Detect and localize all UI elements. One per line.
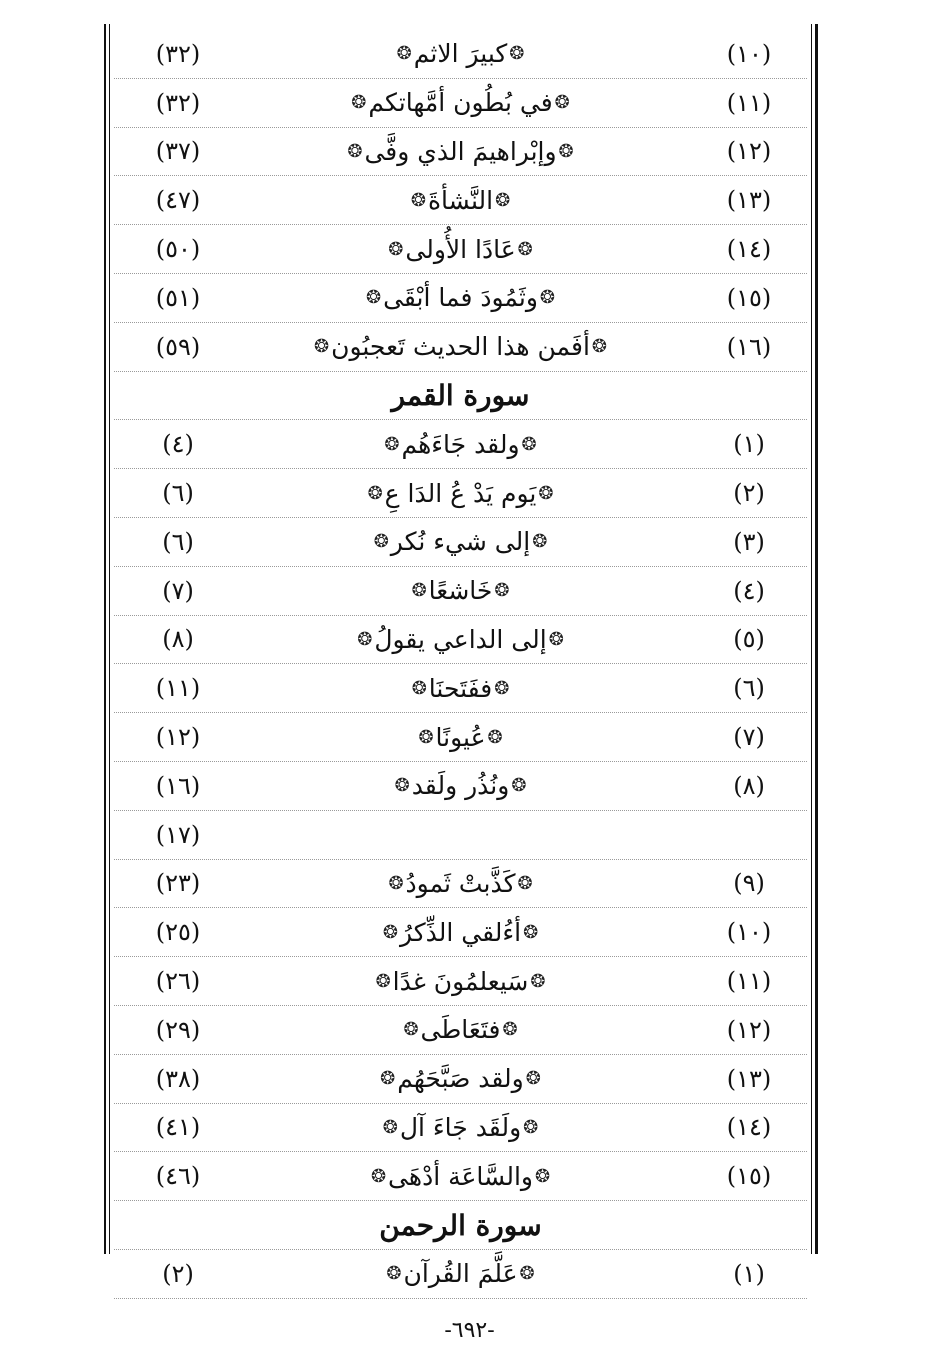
ornament-bracket-icon: ❂ (521, 433, 537, 455)
ornament-bracket-icon: ❂ (591, 336, 607, 358)
index-row (114, 713, 807, 762)
phrase-text: إلى الداعي يقولُ (374, 624, 547, 654)
ornament-bracket-icon: ❂ (370, 1165, 387, 1187)
surah-heading-row (114, 372, 807, 421)
index-row (114, 811, 807, 860)
phrase-text: ونُذُر ولَقد (411, 771, 510, 801)
ornament-bracket-icon: ❂ (523, 921, 539, 943)
ornament-bracket-icon: ❂ (517, 872, 533, 894)
ornament-bracket-icon: ❂ (517, 238, 533, 260)
index-row (114, 323, 807, 372)
phrase-text: أفَمن هذا الحديث تَعجبُون (331, 332, 590, 362)
index-row (114, 1104, 807, 1153)
ornament-bracket-icon: ❂ (511, 775, 527, 797)
ayah-number: (٤٦) (155, 1162, 201, 1191)
entry-number: (٤) (733, 576, 765, 605)
ornament-bracket-icon: ❂ (375, 970, 391, 992)
ornament-bracket-icon: ❂ (523, 1116, 539, 1138)
surah-heading-row (114, 1201, 807, 1250)
index-row (114, 518, 807, 567)
entry-number: (١) (733, 1259, 765, 1288)
ayah-number: (٦) (162, 479, 194, 508)
ornament-bracket-icon: ❂ (495, 189, 511, 211)
ornament-bracket-icon: ❂ (382, 921, 398, 943)
ayah-number: (٤٧) (155, 186, 201, 215)
index-row (114, 1006, 807, 1055)
index-row (114, 30, 807, 79)
ayah-number: (٧) (162, 576, 194, 605)
ayah-number: (٨) (162, 625, 194, 654)
index-row (114, 664, 807, 713)
index-row (114, 616, 807, 665)
ornament-bracket-icon: ❂ (411, 580, 427, 602)
entry-number: (١٥) (726, 283, 772, 312)
phrase-text: سَيعلمُونَ غدًا (392, 966, 529, 996)
ornament-bracket-icon: ❂ (380, 1068, 396, 1090)
ornament-bracket-icon: ❂ (548, 628, 564, 650)
ornament-bracket-icon: ❂ (534, 1165, 551, 1187)
ayah-number: (٢٦) (155, 967, 201, 996)
ornament-bracket-icon: ❂ (367, 482, 383, 504)
entry-number: (١) (733, 430, 765, 459)
ornament-bracket-icon: ❂ (487, 726, 503, 748)
ornament-bracket-icon: ❂ (530, 970, 546, 992)
ornament-bracket-icon: ❂ (554, 92, 570, 114)
ornament-bracket-icon: ❂ (538, 482, 554, 504)
phrase-text: النَّشأةَ (427, 185, 494, 215)
phrase-text: ولقد جَاءَهُم (401, 429, 520, 459)
ayah-number: (٤١) (155, 1113, 201, 1142)
phrase-text: كَذَّبتْ ثَمودُ (405, 868, 516, 898)
ornament-bracket-icon: ❂ (382, 1116, 398, 1138)
entry-number: (٧) (733, 723, 765, 752)
entry-number: (٥) (733, 625, 765, 654)
entry-number: (١٦) (726, 332, 772, 361)
ayah-number: (١٢) (155, 723, 201, 752)
ornament-bracket-icon: ❂ (351, 92, 367, 114)
page-number: -٦٩٢- (444, 1318, 495, 1343)
ayah-number: (٢٣) (155, 869, 201, 898)
entry-number: (١٠) (726, 39, 772, 68)
ornament-bracket-icon: ❂ (532, 531, 548, 553)
ayah-number: (٣٧) (155, 137, 201, 166)
ornament-bracket-icon: ❂ (411, 677, 427, 699)
ayah-number: (٢٥) (155, 918, 201, 947)
index-row (114, 860, 807, 909)
entry-number: (٩) (733, 869, 765, 898)
ayah-number: (٣٢) (155, 88, 201, 117)
phrase-text: عَادًا الأُولى (405, 234, 516, 264)
phrase-text: ففَتَحنَا (428, 673, 493, 703)
surah-title: سورة الرحمن (379, 1208, 542, 1242)
ayah-number: (٣٨) (155, 1064, 201, 1093)
entry-number: (١٤) (726, 235, 772, 264)
ornament-bracket-icon: ❂ (384, 433, 400, 455)
entry-number: (١٠) (726, 918, 772, 947)
phrase-text: ولقد صَبَّحَهُم (397, 1064, 524, 1094)
ayah-number: (٤) (162, 430, 194, 459)
ornament-bracket-icon: ❂ (494, 677, 510, 699)
ornament-bracket-icon: ❂ (509, 43, 525, 65)
entry-number: (١٣) (726, 186, 772, 215)
ornament-bracket-icon: ❂ (502, 1019, 518, 1041)
phrase-text: خَاشعًا (428, 576, 493, 606)
ayah-number: (٢٩) (155, 1015, 201, 1044)
phrase-text: ولَقَد جَاءَ آل (399, 1112, 522, 1142)
index-row (114, 957, 807, 1006)
ayah-number: (٣٢) (155, 39, 201, 68)
index-row (114, 128, 807, 177)
entry-number: (٣) (733, 527, 765, 556)
index-row (114, 1250, 807, 1299)
ornament-bracket-icon: ❂ (388, 872, 404, 894)
ornament-bracket-icon: ❂ (418, 726, 434, 748)
phrase-text: عُيونًا (435, 722, 486, 752)
index-row (114, 176, 807, 225)
phrase-text: عَلَّمَ القُرآن (403, 1259, 518, 1289)
ayah-number: (١١) (155, 674, 201, 703)
ornament-bracket-icon: ❂ (347, 140, 363, 162)
ornament-bracket-icon: ❂ (394, 775, 410, 797)
ornament-bracket-icon: ❂ (396, 43, 412, 65)
index-row (114, 1055, 807, 1104)
phrase-text: فتَعَاطَى (420, 1015, 501, 1045)
entry-number: (١٥) (726, 1162, 772, 1191)
phrase-text: إلى شيء نُكر (390, 527, 531, 557)
ayah-number: (٥١) (155, 283, 201, 312)
ayah-number: (٢) (162, 1259, 194, 1288)
ayah-number: (٥٠) (155, 235, 201, 264)
phrase-text: والسَّاعَة أدْهَى (388, 1161, 533, 1191)
ornament-bracket-icon: ❂ (403, 1019, 419, 1041)
entry-number: (٦) (733, 674, 765, 703)
phrase-text: وثَمُودَ فما أبْقَى (383, 283, 538, 313)
phrase-text: أءُلقي الذِّكرُ (399, 917, 522, 947)
index-row (114, 420, 807, 469)
entry-number: (٢) (733, 479, 765, 508)
entry-number: (١٢) (726, 1015, 772, 1044)
ayah-number: (١٧) (155, 820, 201, 849)
ornament-bracket-icon: ❂ (314, 336, 330, 358)
ornament-bracket-icon: ❂ (386, 1263, 402, 1285)
ayah-number: (١٦) (155, 771, 201, 800)
entry-number: (٨) (733, 771, 765, 800)
entry-number: (١٤) (726, 1113, 772, 1142)
ornament-bracket-icon: ❂ (519, 1263, 535, 1285)
surah-title: سورة القمر (391, 378, 530, 412)
page-frame (104, 24, 818, 1289)
ornament-bracket-icon: ❂ (410, 189, 426, 211)
ornament-bracket-icon: ❂ (494, 580, 510, 602)
index-row (114, 225, 807, 274)
index-row (114, 469, 807, 518)
ornament-bracket-icon: ❂ (373, 531, 389, 553)
ayah-number: (٥٩) (155, 332, 201, 361)
index-row (114, 1152, 807, 1201)
ayah-number: (٦) (162, 527, 194, 556)
phrase-text: كبيرَ الاثم (413, 39, 508, 69)
ornament-bracket-icon: ❂ (365, 287, 382, 309)
index-row (114, 274, 807, 323)
ornament-bracket-icon: ❂ (388, 238, 404, 260)
entry-number: (١١) (726, 967, 772, 996)
phrase-text: وإبْراهيمَ الذي وفَّى (364, 136, 557, 166)
index-row (114, 567, 807, 616)
phrase-text: في بُطُون أمَّهاتكم (368, 88, 553, 118)
entry-number: (١٢) (726, 137, 772, 166)
ornament-bracket-icon: ❂ (357, 628, 373, 650)
phrase-text: يَوم يَدْ عُ الدَا عِ (384, 478, 537, 508)
index-row (114, 79, 807, 128)
entry-number: (١١) (726, 88, 772, 117)
index-row (114, 908, 807, 957)
ornament-bracket-icon: ❂ (539, 287, 556, 309)
ornament-bracket-icon: ❂ (525, 1068, 541, 1090)
index-table (114, 30, 807, 1299)
ornament-bracket-icon: ❂ (558, 140, 574, 162)
index-row (114, 762, 807, 811)
entry-number: (١٣) (726, 1064, 772, 1093)
